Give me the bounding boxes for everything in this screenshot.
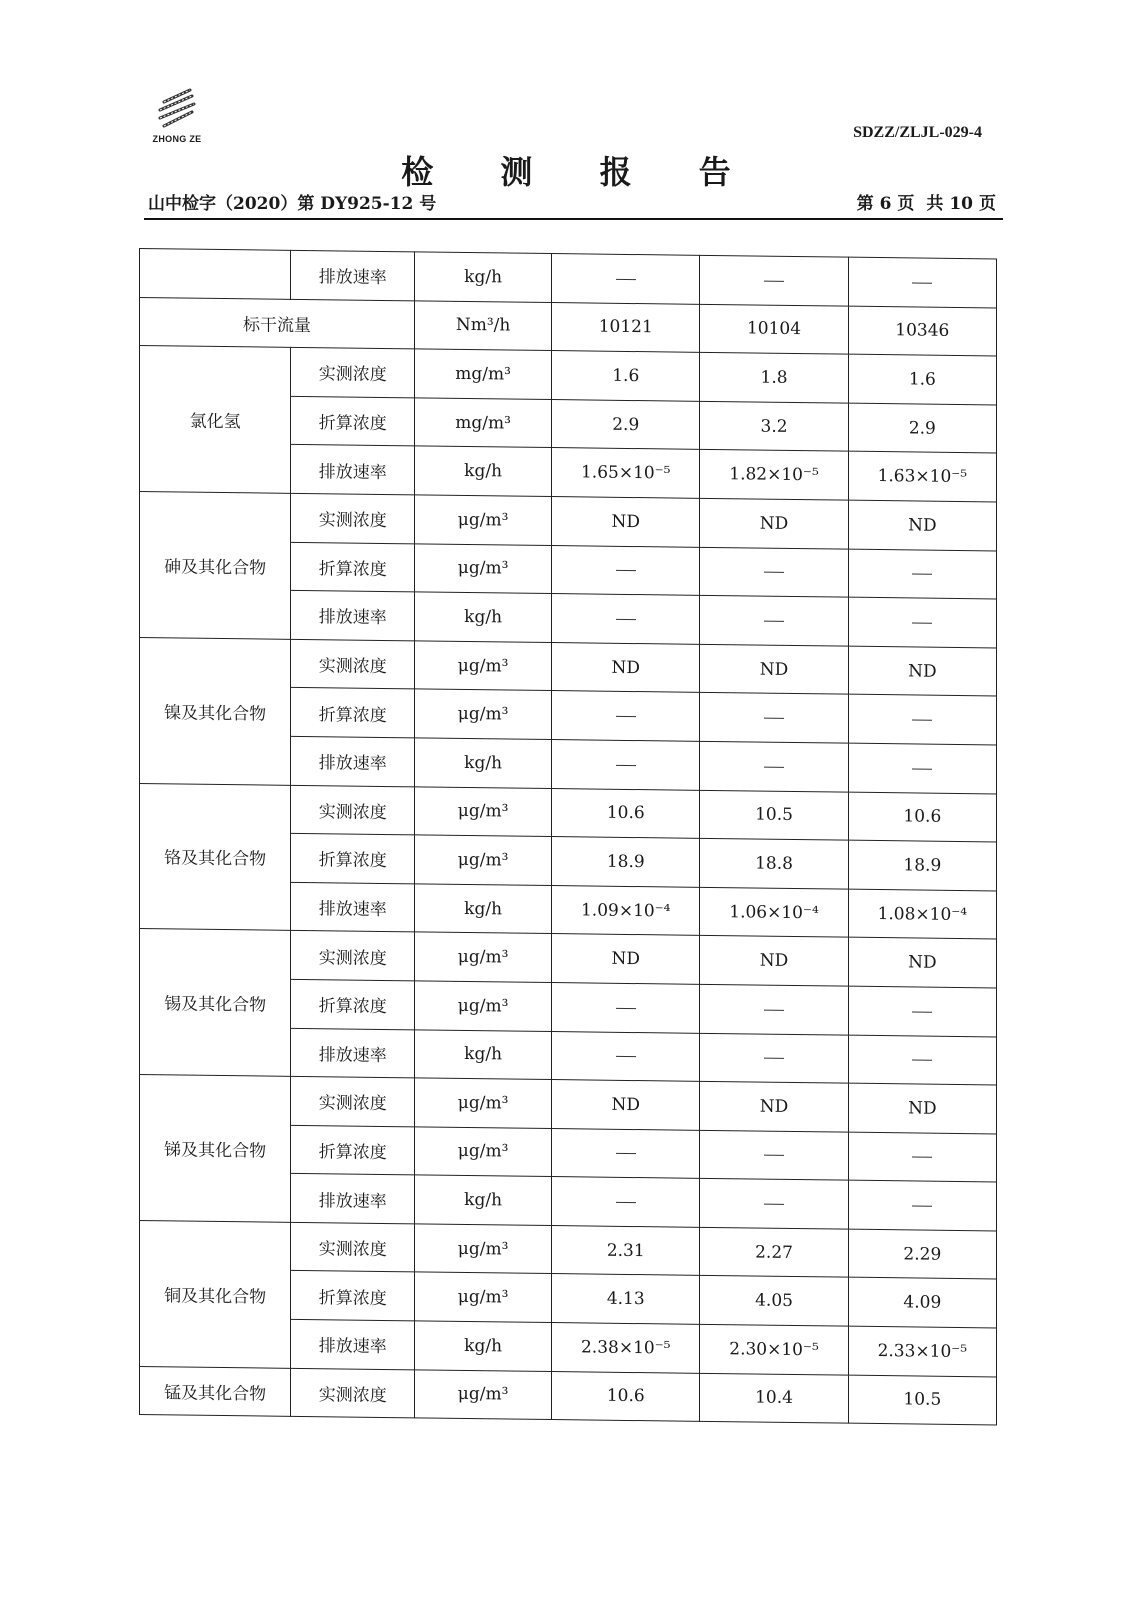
dash-mark (764, 621, 784, 622)
unit-cell: μg/m³ (415, 932, 552, 982)
dash-mark (616, 716, 636, 717)
table-row (140, 1366, 997, 1425)
page-prefix: 第 (856, 194, 874, 214)
pollutant-name: 砷及其化合物 (140, 491, 291, 639)
value-cell (552, 691, 700, 741)
emission-data-table (139, 248, 997, 1426)
dash-mark (616, 765, 636, 766)
item-name: 排放速率 (291, 882, 415, 932)
value-cell (700, 547, 848, 597)
unit-cell: μg/m³ (415, 543, 552, 593)
value-cell (848, 549, 996, 599)
value-cell (552, 254, 700, 304)
item-name: 折算浓度 (291, 396, 415, 446)
value-cell (848, 695, 996, 745)
unit-cell: mg/m³ (415, 398, 552, 448)
unit-cell: mg/m³ (415, 349, 552, 399)
dash-mark (616, 1153, 636, 1154)
dash-mark (764, 1155, 784, 1156)
value-cell (552, 1177, 700, 1227)
page-indicator (854, 189, 999, 214)
report-title: 检 测 报 告 (401, 153, 759, 191)
value-cell (848, 597, 996, 647)
value-cell: 18.8 (700, 838, 848, 888)
item-name: 实测浓度 (291, 1368, 415, 1418)
value-cell (700, 1033, 848, 1083)
unit-cell: kg/h (415, 446, 552, 496)
dash-mark (912, 720, 932, 721)
unit-cell: μg/m³ (415, 495, 552, 545)
item-name: 排放速率 (291, 1028, 415, 1078)
item-name: 实测浓度 (291, 1076, 415, 1126)
unit-cell: kg/h (415, 884, 552, 934)
unit-cell: μg/m³ (415, 1127, 552, 1177)
item-name: 排放速率 (291, 250, 415, 300)
value-cell (700, 1179, 848, 1229)
dash-mark (912, 768, 932, 769)
item-name: 排放速率 (291, 591, 415, 641)
report-number: 山中检字（2020）第 DY925-12 号 (148, 194, 437, 214)
value-cell (552, 739, 700, 789)
value-cell: 2.29 (848, 1229, 996, 1279)
pollutant-name: 氯化氢 (140, 346, 291, 494)
value-cell (700, 741, 848, 791)
value-cell (552, 1128, 700, 1178)
dash-mark (764, 572, 784, 573)
page-suffix: 页 (979, 194, 996, 214)
page-current: 6 (879, 194, 892, 214)
value-cell (700, 984, 848, 1034)
pollutant-name: 镍及其化合物 (140, 637, 291, 785)
value-cell: 10104 (700, 304, 848, 354)
dash-mark (616, 619, 636, 620)
item-name: 实测浓度 (291, 493, 415, 543)
value-cell: 10.5 (700, 790, 848, 840)
unit-cell: μg/m³ (415, 1272, 552, 1322)
pollutant-name: 铬及其化合物 (140, 783, 291, 931)
company-logo (142, 84, 212, 146)
dash-mark (764, 1204, 784, 1205)
value-cell: 10.4 (700, 1373, 848, 1423)
item-name: 排放速率 (291, 1174, 415, 1224)
table-row (140, 491, 997, 550)
value-cell: 2.9 (552, 399, 700, 449)
value-cell: 4.13 (552, 1274, 700, 1324)
item-name: 实测浓度 (291, 931, 415, 981)
item-name: 折算浓度 (291, 542, 415, 592)
value-cell: 1.63×10⁻⁵ (848, 452, 996, 502)
value-cell: ND (848, 937, 996, 987)
value-cell (700, 255, 848, 305)
value-cell: ND (552, 1080, 700, 1130)
dash-mark (616, 1202, 636, 1203)
value-cell: 2.30×10⁻⁵ (700, 1324, 848, 1374)
item-name: 实测浓度 (291, 785, 415, 835)
table-row (140, 637, 997, 696)
value-cell: 10.5 (848, 1375, 996, 1425)
value-cell: ND (848, 500, 996, 550)
dash-mark (616, 1008, 636, 1009)
pollutant-name: 锡及其化合物 (140, 929, 291, 1077)
value-cell: 18.9 (552, 837, 700, 887)
item-name: 排放速率 (291, 736, 415, 786)
page-mid: 页 (897, 194, 915, 214)
value-cell (848, 1132, 996, 1182)
value-cell: 4.05 (700, 1276, 848, 1326)
value-cell: 1.09×10⁻⁴ (552, 885, 700, 935)
value-cell: 1.82×10⁻⁵ (700, 450, 848, 500)
value-cell: ND (700, 1081, 848, 1131)
unit-cell: μg/m³ (415, 1078, 552, 1128)
table-row (140, 783, 997, 842)
unit-cell: kg/h (415, 252, 552, 302)
dash-mark (764, 280, 784, 281)
dash-mark (764, 766, 784, 767)
dash-mark (912, 1206, 932, 1207)
value-cell: ND (700, 498, 848, 548)
dash-mark (616, 570, 636, 571)
dash-mark (912, 622, 932, 623)
value-cell (552, 545, 700, 595)
unit-cell: kg/h (415, 1175, 552, 1225)
value-cell: 3.2 (700, 401, 848, 451)
value-cell (552, 982, 700, 1032)
value-cell: 10.6 (552, 788, 700, 838)
value-cell (700, 693, 848, 743)
dash-mark (912, 1157, 932, 1158)
value-cell: 18.9 (848, 840, 996, 890)
unit-cell: μg/m³ (415, 1370, 552, 1420)
value-cell: 1.8 (700, 353, 848, 403)
page-total: 10 (949, 194, 973, 214)
unit-cell: μg/m³ (415, 835, 552, 885)
dash-mark (616, 1056, 636, 1057)
pollutant-name: 标干流量 (140, 297, 415, 349)
report-subheader (144, 190, 1003, 220)
dash-mark (912, 282, 932, 283)
value-cell: ND (700, 644, 848, 694)
dash-mark (912, 1011, 932, 1012)
dash-mark (912, 574, 932, 575)
value-cell: 1.06×10⁻⁴ (700, 887, 848, 937)
unit-cell: μg/m³ (415, 981, 552, 1031)
pollutant-name: 锑及其化合物 (140, 1075, 291, 1223)
value-cell: 4.09 (848, 1278, 996, 1328)
item-name: 排放速率 (291, 1319, 415, 1369)
value-cell: 2.38×10⁻⁵ (552, 1323, 700, 1373)
value-cell (848, 743, 996, 793)
unit-cell: kg/h (415, 1029, 552, 1079)
item-name: 折算浓度 (291, 979, 415, 1029)
value-cell: ND (848, 1083, 996, 1133)
pollutant-name: 铜及其化合物 (140, 1220, 291, 1368)
table-row (140, 346, 997, 405)
unit-cell: kg/h (415, 1321, 552, 1371)
item-name: 实测浓度 (291, 1222, 415, 1272)
page-total-prefix: 共 (926, 194, 944, 214)
table-row (140, 929, 997, 988)
unit-cell: kg/h (415, 738, 552, 788)
unit-cell: μg/m³ (415, 689, 552, 739)
dash-mark (764, 1058, 784, 1059)
unit-cell: μg/m³ (415, 786, 552, 836)
unit-cell: μg/m³ (415, 641, 552, 691)
value-cell (700, 1130, 848, 1180)
value-cell: 10346 (848, 306, 996, 356)
value-cell (552, 1031, 700, 1081)
item-name: 折算浓度 (291, 1125, 415, 1175)
value-cell: 2.33×10⁻⁵ (848, 1326, 996, 1376)
value-cell: ND (848, 646, 996, 696)
value-cell: 2.27 (700, 1227, 848, 1277)
value-cell: 10.6 (848, 792, 996, 842)
value-cell: ND (552, 934, 700, 984)
item-name: 实测浓度 (291, 639, 415, 689)
value-cell: 1.08×10⁻⁴ (848, 889, 996, 939)
pollutant-name (140, 249, 291, 299)
dash-mark (764, 718, 784, 719)
item-name: 实测浓度 (291, 348, 415, 398)
value-cell: ND (552, 497, 700, 547)
unit-cell: kg/h (415, 592, 552, 642)
value-cell (848, 986, 996, 1036)
dash-mark (616, 279, 636, 280)
pollutant-name: 锰及其化合物 (140, 1366, 291, 1416)
table-body (140, 249, 997, 1426)
item-name: 折算浓度 (291, 833, 415, 883)
value-cell: 1.6 (552, 351, 700, 401)
value-cell: 1.65×10⁻⁵ (552, 448, 700, 498)
dash-mark (912, 1060, 932, 1061)
table-row (140, 1075, 997, 1134)
value-cell (848, 1180, 996, 1230)
zhongze-logo-icon (142, 84, 212, 134)
value-cell: 10121 (552, 302, 700, 352)
dash-mark (764, 1009, 784, 1010)
value-cell (848, 257, 996, 307)
item-name: 排放速率 (291, 445, 415, 495)
unit-cell: Nm³/h (415, 300, 552, 350)
value-cell: ND (552, 642, 700, 692)
value-cell: ND (700, 936, 848, 986)
table-row (140, 1220, 997, 1279)
document-code: SDZZ/ZLJL-029-4 (853, 124, 982, 141)
value-cell (552, 594, 700, 644)
value-cell: 2.9 (848, 403, 996, 453)
value-cell (700, 596, 848, 646)
value-cell (848, 1035, 996, 1085)
unit-cell: μg/m³ (415, 1224, 552, 1274)
item-name: 折算浓度 (291, 1271, 415, 1321)
item-name: 折算浓度 (291, 688, 415, 738)
value-cell: 1.6 (848, 354, 996, 404)
logo-text: ZHONG ZE (152, 134, 202, 144)
value-cell: 10.6 (552, 1371, 700, 1421)
value-cell: 2.31 (552, 1225, 700, 1275)
